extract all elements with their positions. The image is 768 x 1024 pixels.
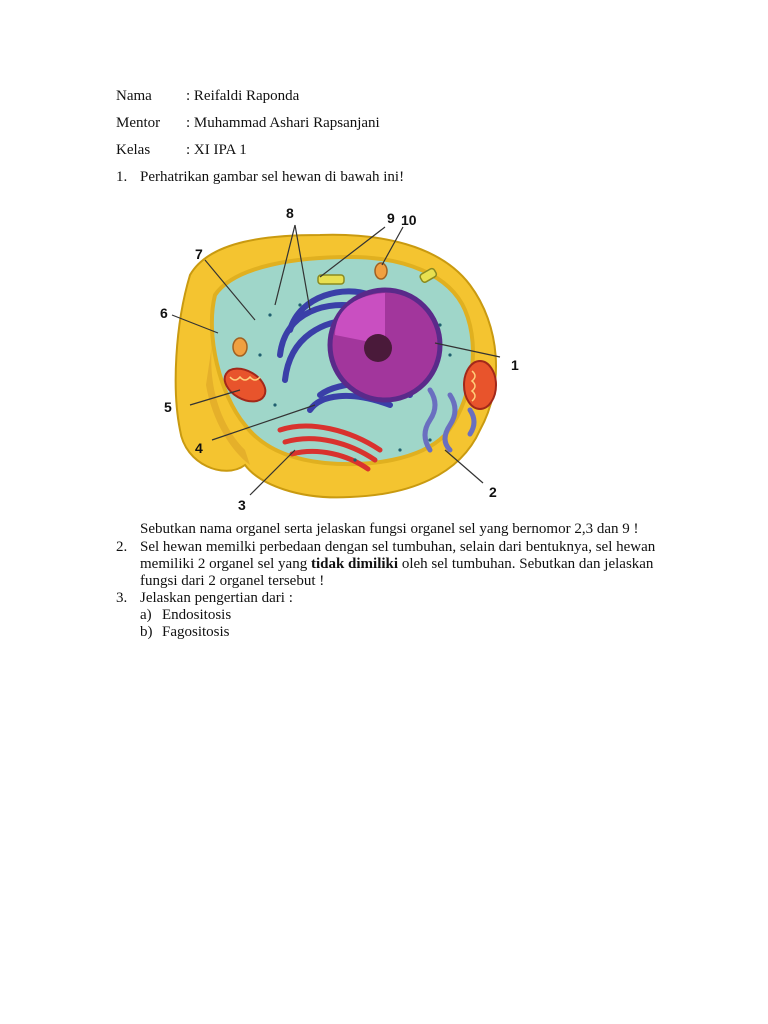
callout-10: 10: [401, 212, 417, 228]
callout-9: 9: [387, 210, 395, 226]
question-3-a-marker: a): [140, 607, 152, 623]
callout-6: 6: [160, 305, 168, 321]
mentor-value: : Muhammad Ashari Rapsanjani: [186, 115, 380, 131]
mitochondrion-right: [464, 361, 496, 409]
nucleolus: [364, 334, 392, 362]
question-2-number: 2.: [116, 539, 128, 555]
question-1-followup: Sebutkan nama organel serta jelaskan fungsi organel sel yang bernomor 2,3 dan 9 !: [140, 521, 639, 537]
callout-3: 3: [238, 497, 246, 513]
question-2-line-1: Sel hewan memilki perbedaan dengan sel tumbuhan, selain dari bentuknya, sel hewan: [140, 539, 656, 555]
vesicle-left: [233, 338, 247, 356]
lysosome: [375, 263, 387, 279]
question-1-text: Perhatrikan gambar sel hewan di bawah ini!: [140, 169, 405, 185]
question-3-b-text: Fagositosis: [162, 624, 230, 640]
question-2-line-2-pre: memiliki 2 organel sel yang: [140, 556, 311, 572]
callout-1: 1: [511, 357, 519, 373]
question-2-emphasis: tidak dimiliki: [310, 556, 399, 572]
question-2-line-2-post: oleh sel tumbuhan. Sebutkan dan jelaskan: [398, 556, 654, 572]
mentor-label: Mentor: [116, 115, 161, 131]
question-3-number: 3.: [116, 590, 128, 606]
callout-8: 8: [286, 205, 294, 221]
callout-7: 7: [195, 246, 203, 262]
question-3-b-marker: b): [140, 624, 153, 640]
question-2-line-2: [140, 555, 653, 573]
animal-cell-diagram: [150, 195, 519, 520]
class-label: Kelas: [116, 142, 151, 158]
callout-5: 5: [164, 399, 172, 415]
question-3-text: Jelaskan pengertian dari :: [140, 590, 293, 606]
name-label: Nama: [116, 88, 152, 104]
class-value: : XI IPA 1: [186, 142, 247, 158]
name-value: : Reifaldi Raponda: [186, 88, 300, 104]
question-1-number: 1.: [116, 169, 128, 185]
callout-2: 2: [489, 484, 497, 500]
question-3-a-text: Endositosis: [162, 607, 232, 623]
callout-4: 4: [195, 440, 203, 456]
question-2-line-3: fungsi dari 2 organel tersebut !: [140, 573, 325, 589]
